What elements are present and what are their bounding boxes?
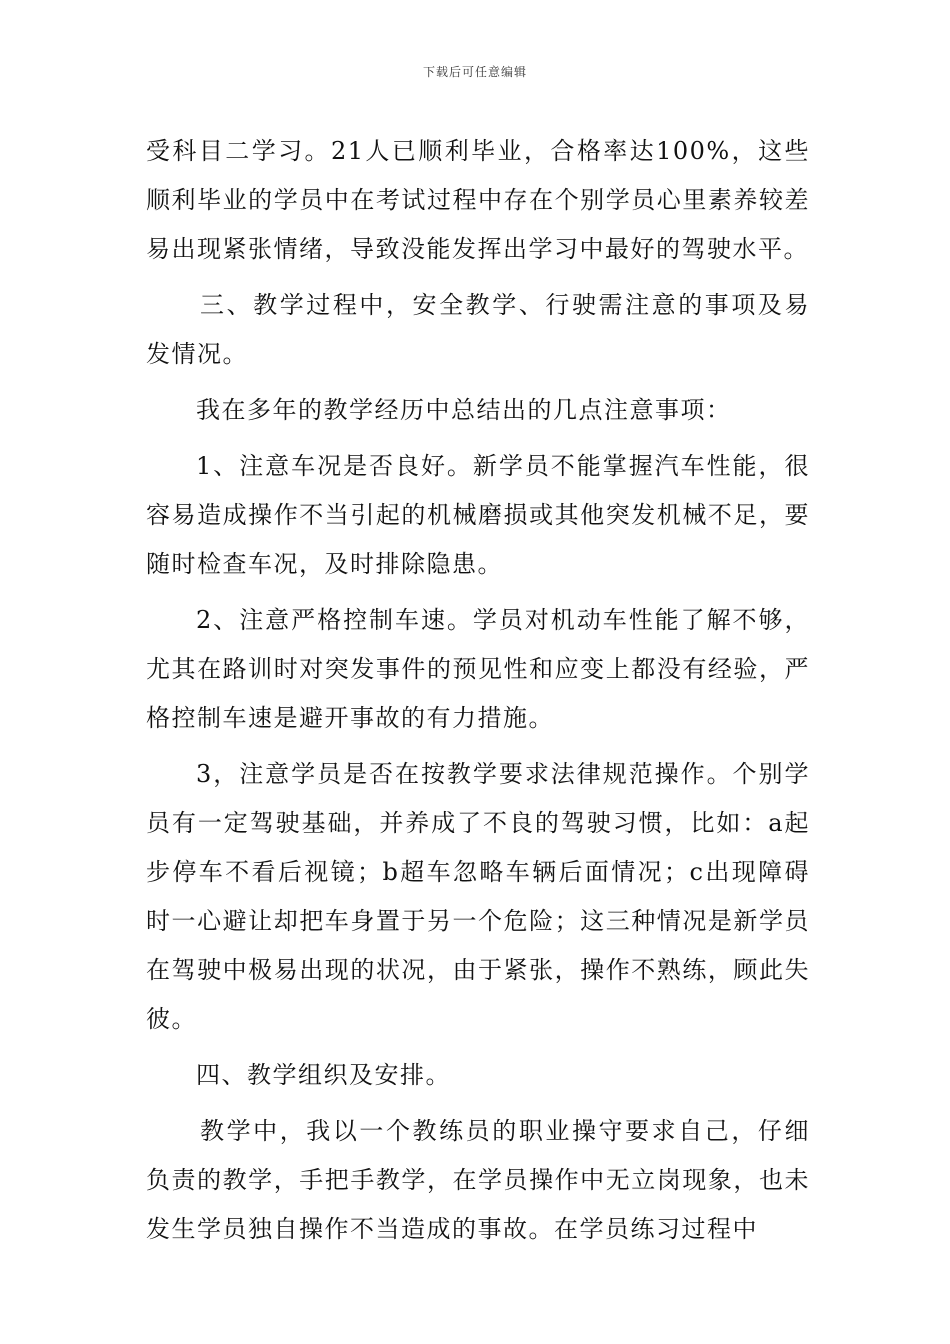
paragraph-1: 受科目二学习。21人已顺利毕业，合格率达100%，这些顺利毕业的学员中在考试过程中存在个别学员心里素养较差易出现紧张情绪，导致没能发挥出学习中最好的驾驶水平。 bbox=[146, 137, 810, 263]
paragraph-6: 3，注意学员是否在按教学要求法律规范操作。个别学员有一定驾驶基础，并养成了不良的驾驶习惯，比如：a起步停车不看后视镜；b超车忽略车辆后面情况；c出现障碍时一心避让却把车身置于另一个危险；这三种情况是新学员在驾驶中极易出现的状况，由于紧张，操作不熟练，顾此失彼。 bbox=[146, 760, 810, 1033]
paragraph-2: 三、教学过程中，安全教学、行驶需注意的事项及易发情况。 bbox=[146, 291, 810, 368]
paragraph-4: 1、注意车况是否良好。新学员不能掌握汽车性能，很容易造成操作不当引起的机械磨损或其他突发机械不足，要随时检查车况，及时排除隐患。 bbox=[146, 452, 810, 578]
page-header-note: 下载后可任意编辑 bbox=[422, 65, 527, 79]
paragraph-5: 2、注意严格控制车速。学员对机动车性能了解不够，尤其在路训时对突发事件的预见性和应变上都没有经验，严格控制车速是避开事故的有力措施。 bbox=[146, 606, 810, 732]
paragraph-3: 我在多年的教学经历中总结出的几点注意事项： bbox=[196, 396, 732, 424]
document-body bbox=[146, 127, 810, 1261]
paragraph-7: 四、教学组织及安排。 bbox=[196, 1061, 451, 1089]
paragraph-8: 教学中，我以一个教练员的职业操守要求自己，仔细负责的教学，手把手教学，在学员操作中无立岗现象，也未发生学员独自操作不当造成的事故。在学员练习过程中 bbox=[146, 1117, 810, 1243]
